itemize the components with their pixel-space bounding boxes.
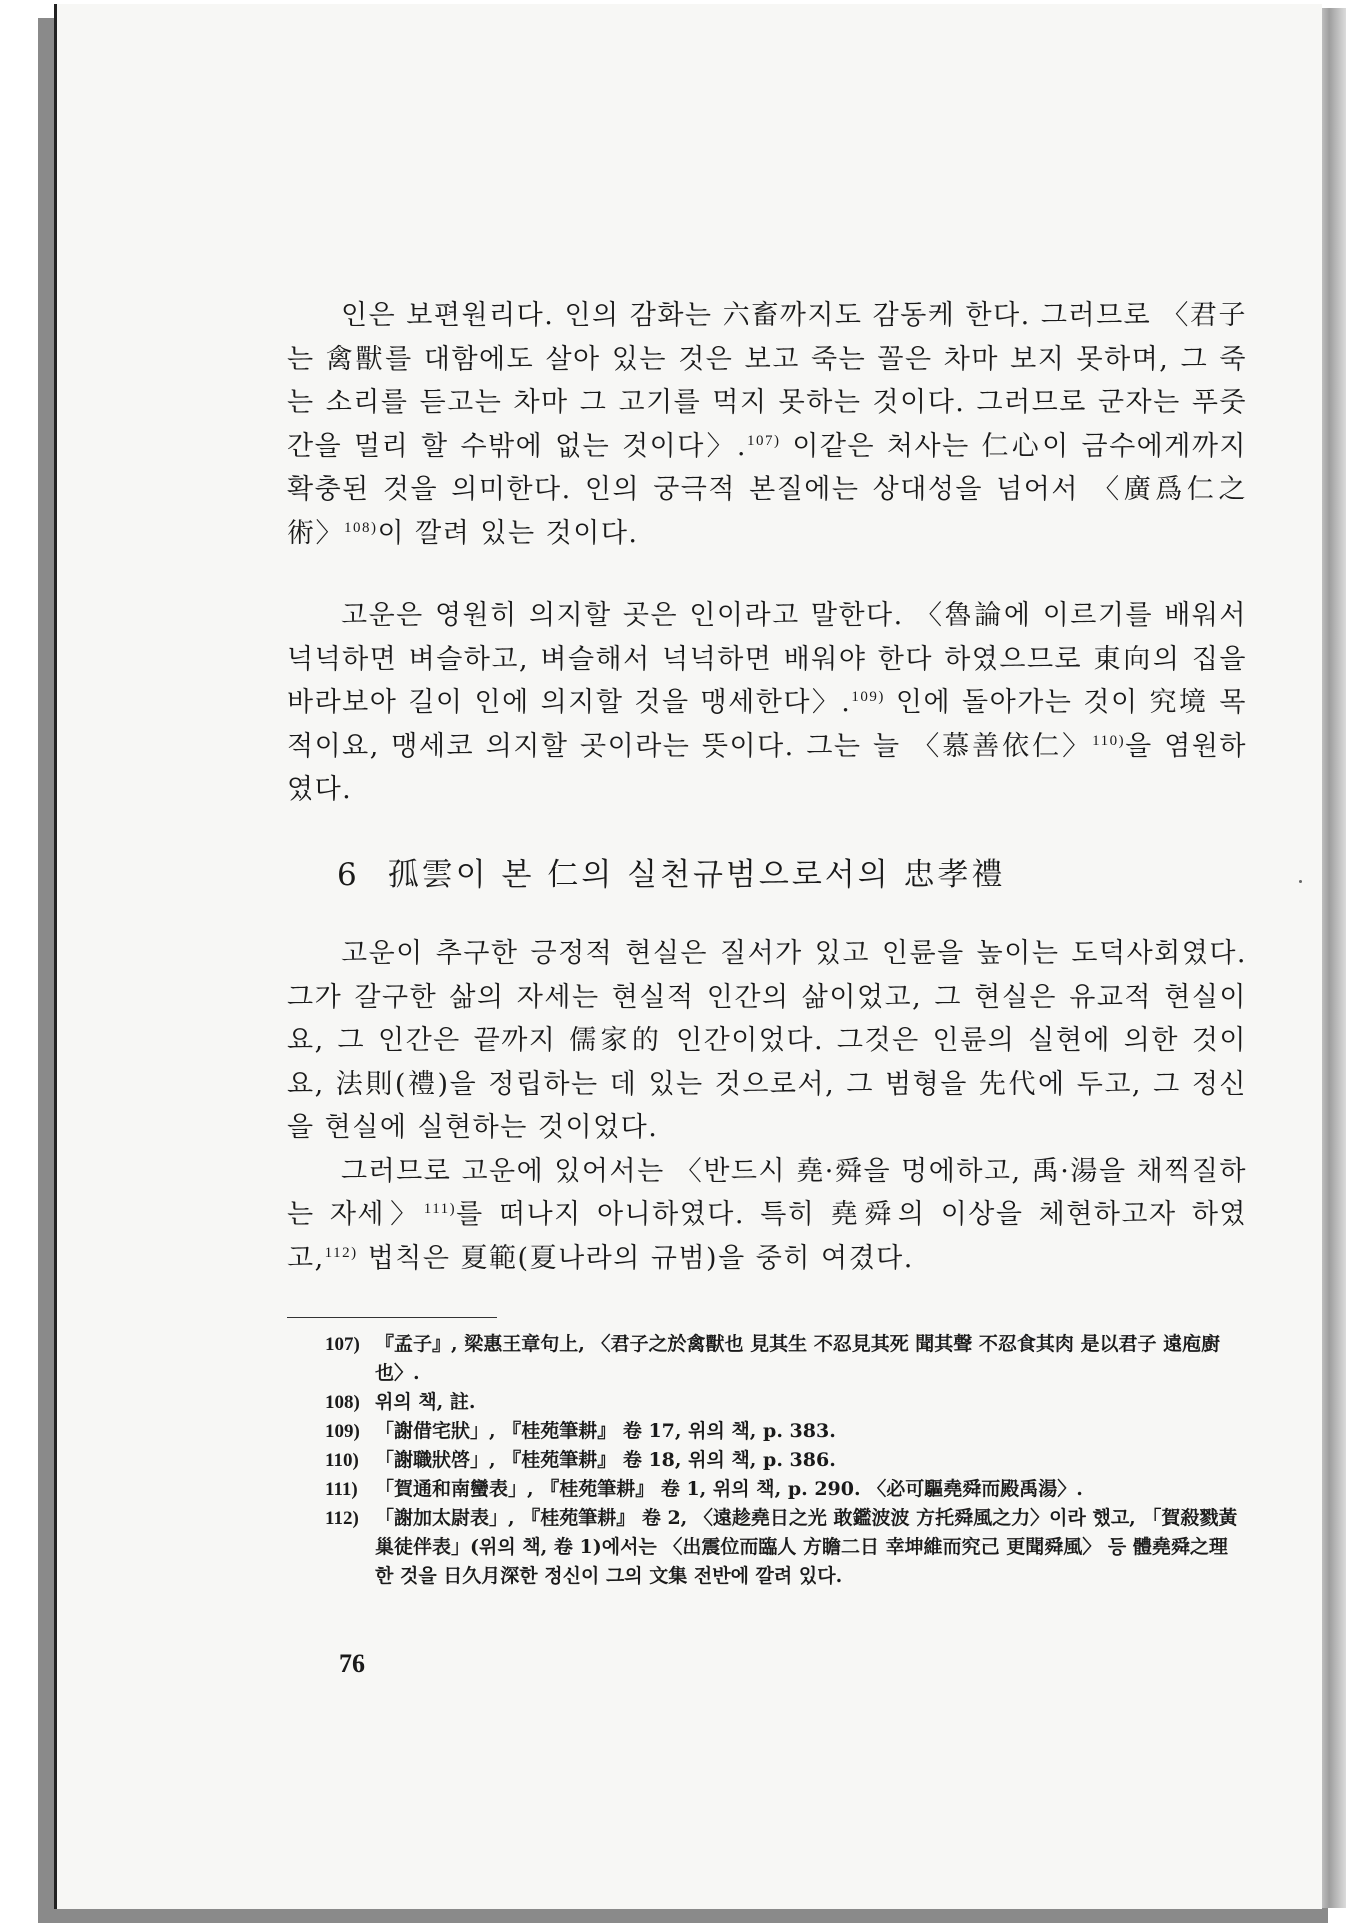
footnote-divider: [287, 1317, 497, 1318]
footnote-number: 109): [325, 1421, 360, 1442]
paragraph: [287, 1150, 1247, 1281]
paragraph: [287, 932, 1247, 1150]
paragraph-block-3: [287, 932, 1247, 1280]
paragraph-block-2: [287, 594, 1247, 812]
footnote-number: 108): [325, 1392, 360, 1413]
footnote-text: 「謝借宅狀」, 『桂苑筆耕』 卷 17, 위의 책, p. 383.: [375, 1420, 836, 1442]
footnote-text: 「謝加太尉表」, 『桂苑筆耕』 卷 2, 〈遠趁堯日之光 敢鑑波波 方托舜風之力〉이라 했고, 「賀殺戮黃巢徒伴表」(위의 책, 卷 1)에서는 〈出震位而臨人 方瞻二日 幸坤維而究己 更聞舜風〉 등 體堯舜之理한 것을 日久月深한 정신이 그의 文集 전반에 깔려 있다.: [375, 1507, 1238, 1587]
paragraph: [287, 294, 1247, 555]
footnote-ref: 112): [324, 1244, 358, 1261]
footnote-text: 『孟子』, 梁惠王章句上, 〈君子之於禽獸也 見其生 不忍見其死 聞其聲 不忍食其肉 是以君子 遠庖廚也〉.: [375, 1333, 1221, 1384]
paragraph-text: 법칙은 夏範(夏나라의 규범)을 중히 여겼다.: [357, 1242, 914, 1274]
section-number: 6: [337, 857, 360, 893]
footnote: [325, 1388, 1245, 1417]
footnote-ref: 109): [851, 689, 885, 705]
paragraph-block-1: [287, 294, 1247, 555]
footnote: [325, 1475, 1245, 1504]
section-heading: [337, 849, 1006, 894]
paragraph-text: 를 떠나지 아니하였다. 특히 堯舜의 이상을 체현하고자 하였고,: [287, 1199, 1247, 1274]
paragraph-text: 이 깔려 있는 것이다.: [377, 517, 639, 549]
paragraph-text: 고운이 추구한 긍정적 현실은 질서가 있고 인륜을 높이는 도덕사회였다. 그가 갈구한 삶의 자세는 현실적 인간의 삶이었고, 그 현실은 유교적 현실이요, 그 인간은 끝까지 儒家的 인간이었다. 그것은 인륜의 실현에 의한 것이요, 法則(禮)을 정립하는 데 있는 것으로서, 그 범형을 先代에 두고, 그 정신을 현실에 실현하는 것이었다.: [287, 938, 1247, 1143]
page-edge: [1318, 8, 1346, 1908]
book-page: [54, 4, 1322, 1909]
footnote-text: 「賀通和南蠻表」, 『桂苑筆耕』 卷 1, 위의 책, p. 290. 〈必可驅堯舜而殿禹湯〉.: [375, 1478, 1083, 1500]
footnote-number: 112): [325, 1508, 359, 1529]
footnote-text: 위의 책, 註.: [375, 1391, 476, 1413]
footnote-ref: 111): [423, 1201, 457, 1217]
footnote: [325, 1446, 1245, 1475]
paragraph-text: 이같은 처사는 仁心이 금수에게까지 확충된 것을 의미한다. 인의 궁극적 본질에는 상대성을 넘어서 〈廣爲仁之術〉: [287, 430, 1247, 549]
paragraph-text: 고운은 영원히 의지할 곳은 인이라고 말한다. 〈魯論에 이르기를 배워서 넉넉하면 벼슬하고, 벼슬해서 넉넉하면 배워야 한다 하였으므로 東向의 집을 바라보아 길이 인에 의지할 것을 맹세한다〉.: [287, 600, 1247, 718]
footnote-number: 107): [325, 1334, 360, 1355]
footnote-ref: 108): [344, 519, 378, 536]
page-number: 76: [339, 1649, 365, 1678]
footnote: [325, 1330, 1245, 1388]
footnote-number: 111): [325, 1479, 358, 1500]
footnote-text: 「謝職狀啓」, 『桂苑筆耕』 卷 18, 위의 책, p. 386.: [375, 1449, 836, 1471]
margin-mark: [1299, 880, 1302, 883]
footnote: [325, 1504, 1245, 1591]
paragraph-text: 을 염원하였다.: [287, 730, 1247, 805]
paragraph-text: 인은 보편원리다. 인의 감화는 六畜까지도 감동케 한다. 그러므로 〈君子는 禽獸를 대함에도 살아 있는 것은 보고 죽는 꼴은 차마 보지 못하며, 그 죽는 소리를 듣고는 차마 그 고기를 먹지 못하는 것이다. 그러므로 군자는 푸줏간을 멀리 할 수밖에 없는 것이다〉.: [287, 300, 1247, 462]
paragraph: [287, 594, 1247, 812]
paragraph-text: 그러므로 고운에 있어서는 〈반드시 堯·舜을 멍에하고, 禹·湯을 채찍질하는 자세〉: [287, 1155, 1247, 1230]
section-title: 孤雲이 본 仁의 실천규범으로서의 忠孝禮: [387, 857, 1006, 893]
footnote-ref: 107): [746, 432, 781, 449]
footnote: [325, 1417, 1245, 1446]
footnote-number: 110): [325, 1450, 359, 1471]
paragraph-text: 인에 돌아가는 것이 究境 목적이요, 맹세코 의지할 곳이라는 뜻이다. 그는 늘 〈慕善依仁〉: [287, 687, 1248, 762]
footnote-ref: 110): [1092, 732, 1126, 749]
footnote-list: [325, 1330, 1245, 1591]
